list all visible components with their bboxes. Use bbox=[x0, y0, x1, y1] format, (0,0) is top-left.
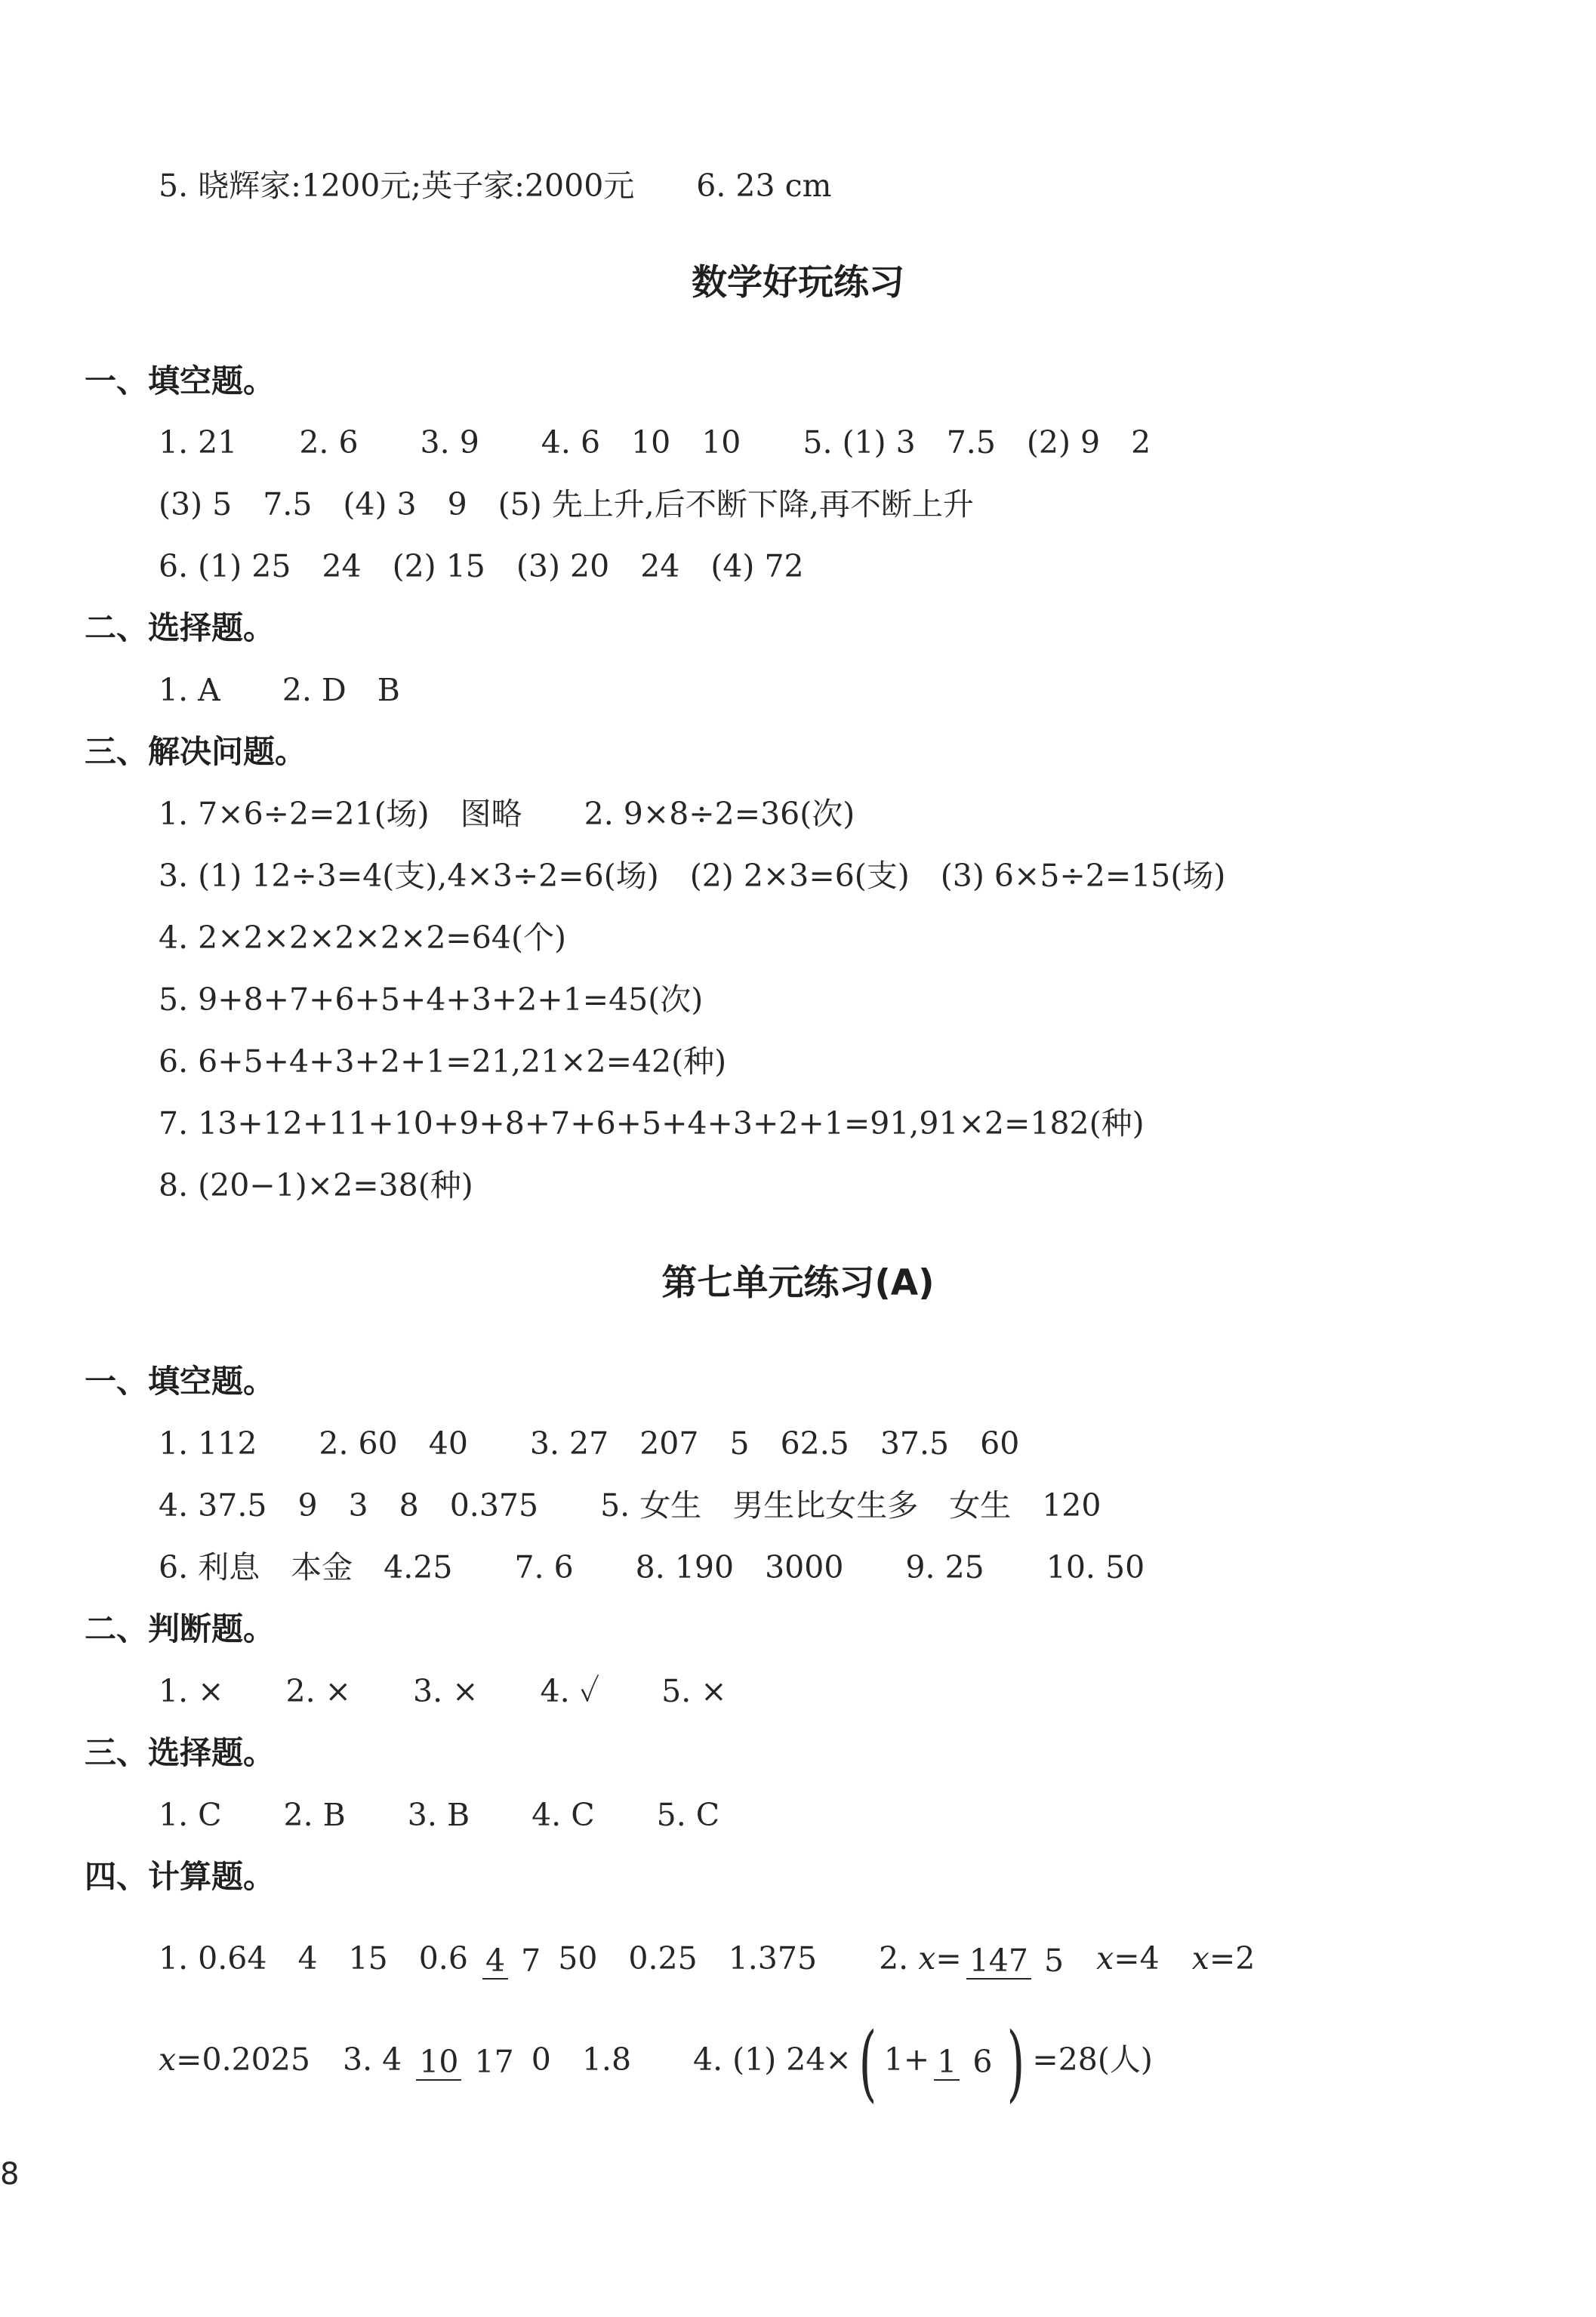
choice2-line: 1. C 2. B 3. B 4. C 5. C bbox=[159, 1797, 720, 1833]
frac-denominator: 6 bbox=[972, 2043, 993, 2080]
solve-heading: 三、解决问题。 bbox=[85, 733, 307, 770]
fill2-line-1: 1. 112 2. 60 40 3. 27 207 5 62.5 37.5 60 bbox=[159, 1425, 1020, 1462]
x-equals-2: =2 bbox=[1209, 1940, 1256, 1977]
calc2-part3: 3. 4 bbox=[343, 2041, 402, 2078]
page-number: 8 bbox=[0, 2157, 20, 2192]
x-equals-4: =4 bbox=[1114, 1940, 1160, 1977]
x-value: =0.2025 bbox=[176, 2041, 310, 2078]
solve-line-1: 1. 7×6÷2=21(场) 图略 2. 9×8÷2=36(次) bbox=[159, 796, 855, 832]
solve-line-5: 5. 9+8+7+6+5+4+3+2+1=45(次) bbox=[159, 981, 704, 1018]
section-title-unit7: 第七单元练习(A) bbox=[661, 1262, 935, 1304]
fill-heading-2: 一、填空题。 bbox=[85, 1363, 276, 1400]
frac-numerator: 4 bbox=[482, 1943, 508, 1980]
var-x: x bbox=[1096, 1940, 1114, 1977]
choice-heading-1: 二、选择题。 bbox=[85, 609, 276, 646]
calc2-after: 0 1.8 4. (1) 24× bbox=[531, 2041, 852, 2078]
solve-line-8: 8. (20−1)×2=38(种) bbox=[159, 1167, 473, 1203]
calc2-result: =28(人) bbox=[1032, 2041, 1153, 2078]
calc-line-1 bbox=[159, 1924, 1255, 1993]
choice-heading-2: 三、选择题。 bbox=[85, 1734, 276, 1771]
fraction-10-17 bbox=[416, 2044, 516, 2081]
calc-line-2 bbox=[159, 2014, 1153, 2111]
calc2-inner: 1+ bbox=[883, 2041, 930, 2078]
frac-numerator: 147 bbox=[966, 1943, 1031, 1980]
choice-line-1: 1. A 2. D B bbox=[159, 672, 400, 708]
fill-line-2: (3) 5 7.5 (4) 3 9 (5) 先上升,后不断下降,再不断上升 bbox=[159, 486, 974, 522]
fraction-1-6 bbox=[934, 2044, 995, 2081]
frac-denominator: 7 bbox=[521, 1942, 541, 1979]
answer-line-top: 5. 晓辉家:1200元;英子家:2000元 6. 23 cm bbox=[159, 168, 832, 204]
fill-line-1: 1. 21 2. 6 3. 9 4. 6 10 10 5. (1) 3 7.5 (2) 9 2 bbox=[159, 424, 1151, 461]
section-title-math-fun: 数学好玩练习 bbox=[692, 262, 904, 303]
var-x: x bbox=[159, 2041, 177, 2078]
var-x: x bbox=[1191, 1940, 1209, 1977]
solve-line-6: 6. 6+5+4+3+2+1=21,21×2=42(种) bbox=[159, 1043, 727, 1080]
frac-denominator: 17 bbox=[474, 2043, 514, 2080]
judge-line: 1. × 2. × 3. × 4. ✓ 5. × bbox=[159, 1673, 727, 1709]
calc1-middle: 50 0.25 1.375 2. bbox=[558, 1940, 909, 1977]
fraction-4-7 bbox=[482, 1943, 544, 1980]
frac-denominator: 5 bbox=[1044, 1942, 1065, 1979]
solve-line-7: 7. 13+12+11+10+9+8+7+6+5+4+3+2+1=91,91×2=182(种) bbox=[159, 1105, 1145, 1142]
solve-line-4: 4. 2×2×2×2×2×2=64(个) bbox=[159, 920, 566, 956]
calc1-prefix: 1. 0.64 4 15 0.6 bbox=[159, 1940, 468, 1977]
left-paren: ( bbox=[858, 2014, 877, 2111]
fill-heading-1: 一、填空题。 bbox=[85, 362, 276, 399]
solve-line-3: 3. (1) 12÷3=4(支),4×3÷2=6(场) (2) 2×3=6(支) (3) 6×5÷2=15(场) bbox=[159, 858, 1226, 894]
frac-numerator: 10 bbox=[416, 2044, 461, 2081]
equals-sign: = bbox=[935, 1940, 962, 1977]
fill-line-3: 6. (1) 25 24 (2) 15 (3) 20 24 (4) 72 bbox=[159, 548, 804, 584]
fraction-147-5 bbox=[966, 1943, 1067, 1980]
fill2-line-3: 6. 利息 本金 4.25 7. 6 8. 190 3000 9. 25 10. 50 bbox=[159, 1549, 1145, 1585]
fill2-line-2: 4. 37.5 9 3 8 0.375 5. 女生 男生比女生多 女生 120 bbox=[159, 1487, 1101, 1524]
calc-heading: 四、计算题。 bbox=[85, 1858, 276, 1895]
frac-numerator: 1 bbox=[934, 2044, 960, 2081]
right-paren: ) bbox=[1007, 2014, 1025, 2111]
var-x: x bbox=[918, 1940, 936, 1977]
judge-heading: 二、判断题。 bbox=[85, 1610, 276, 1647]
